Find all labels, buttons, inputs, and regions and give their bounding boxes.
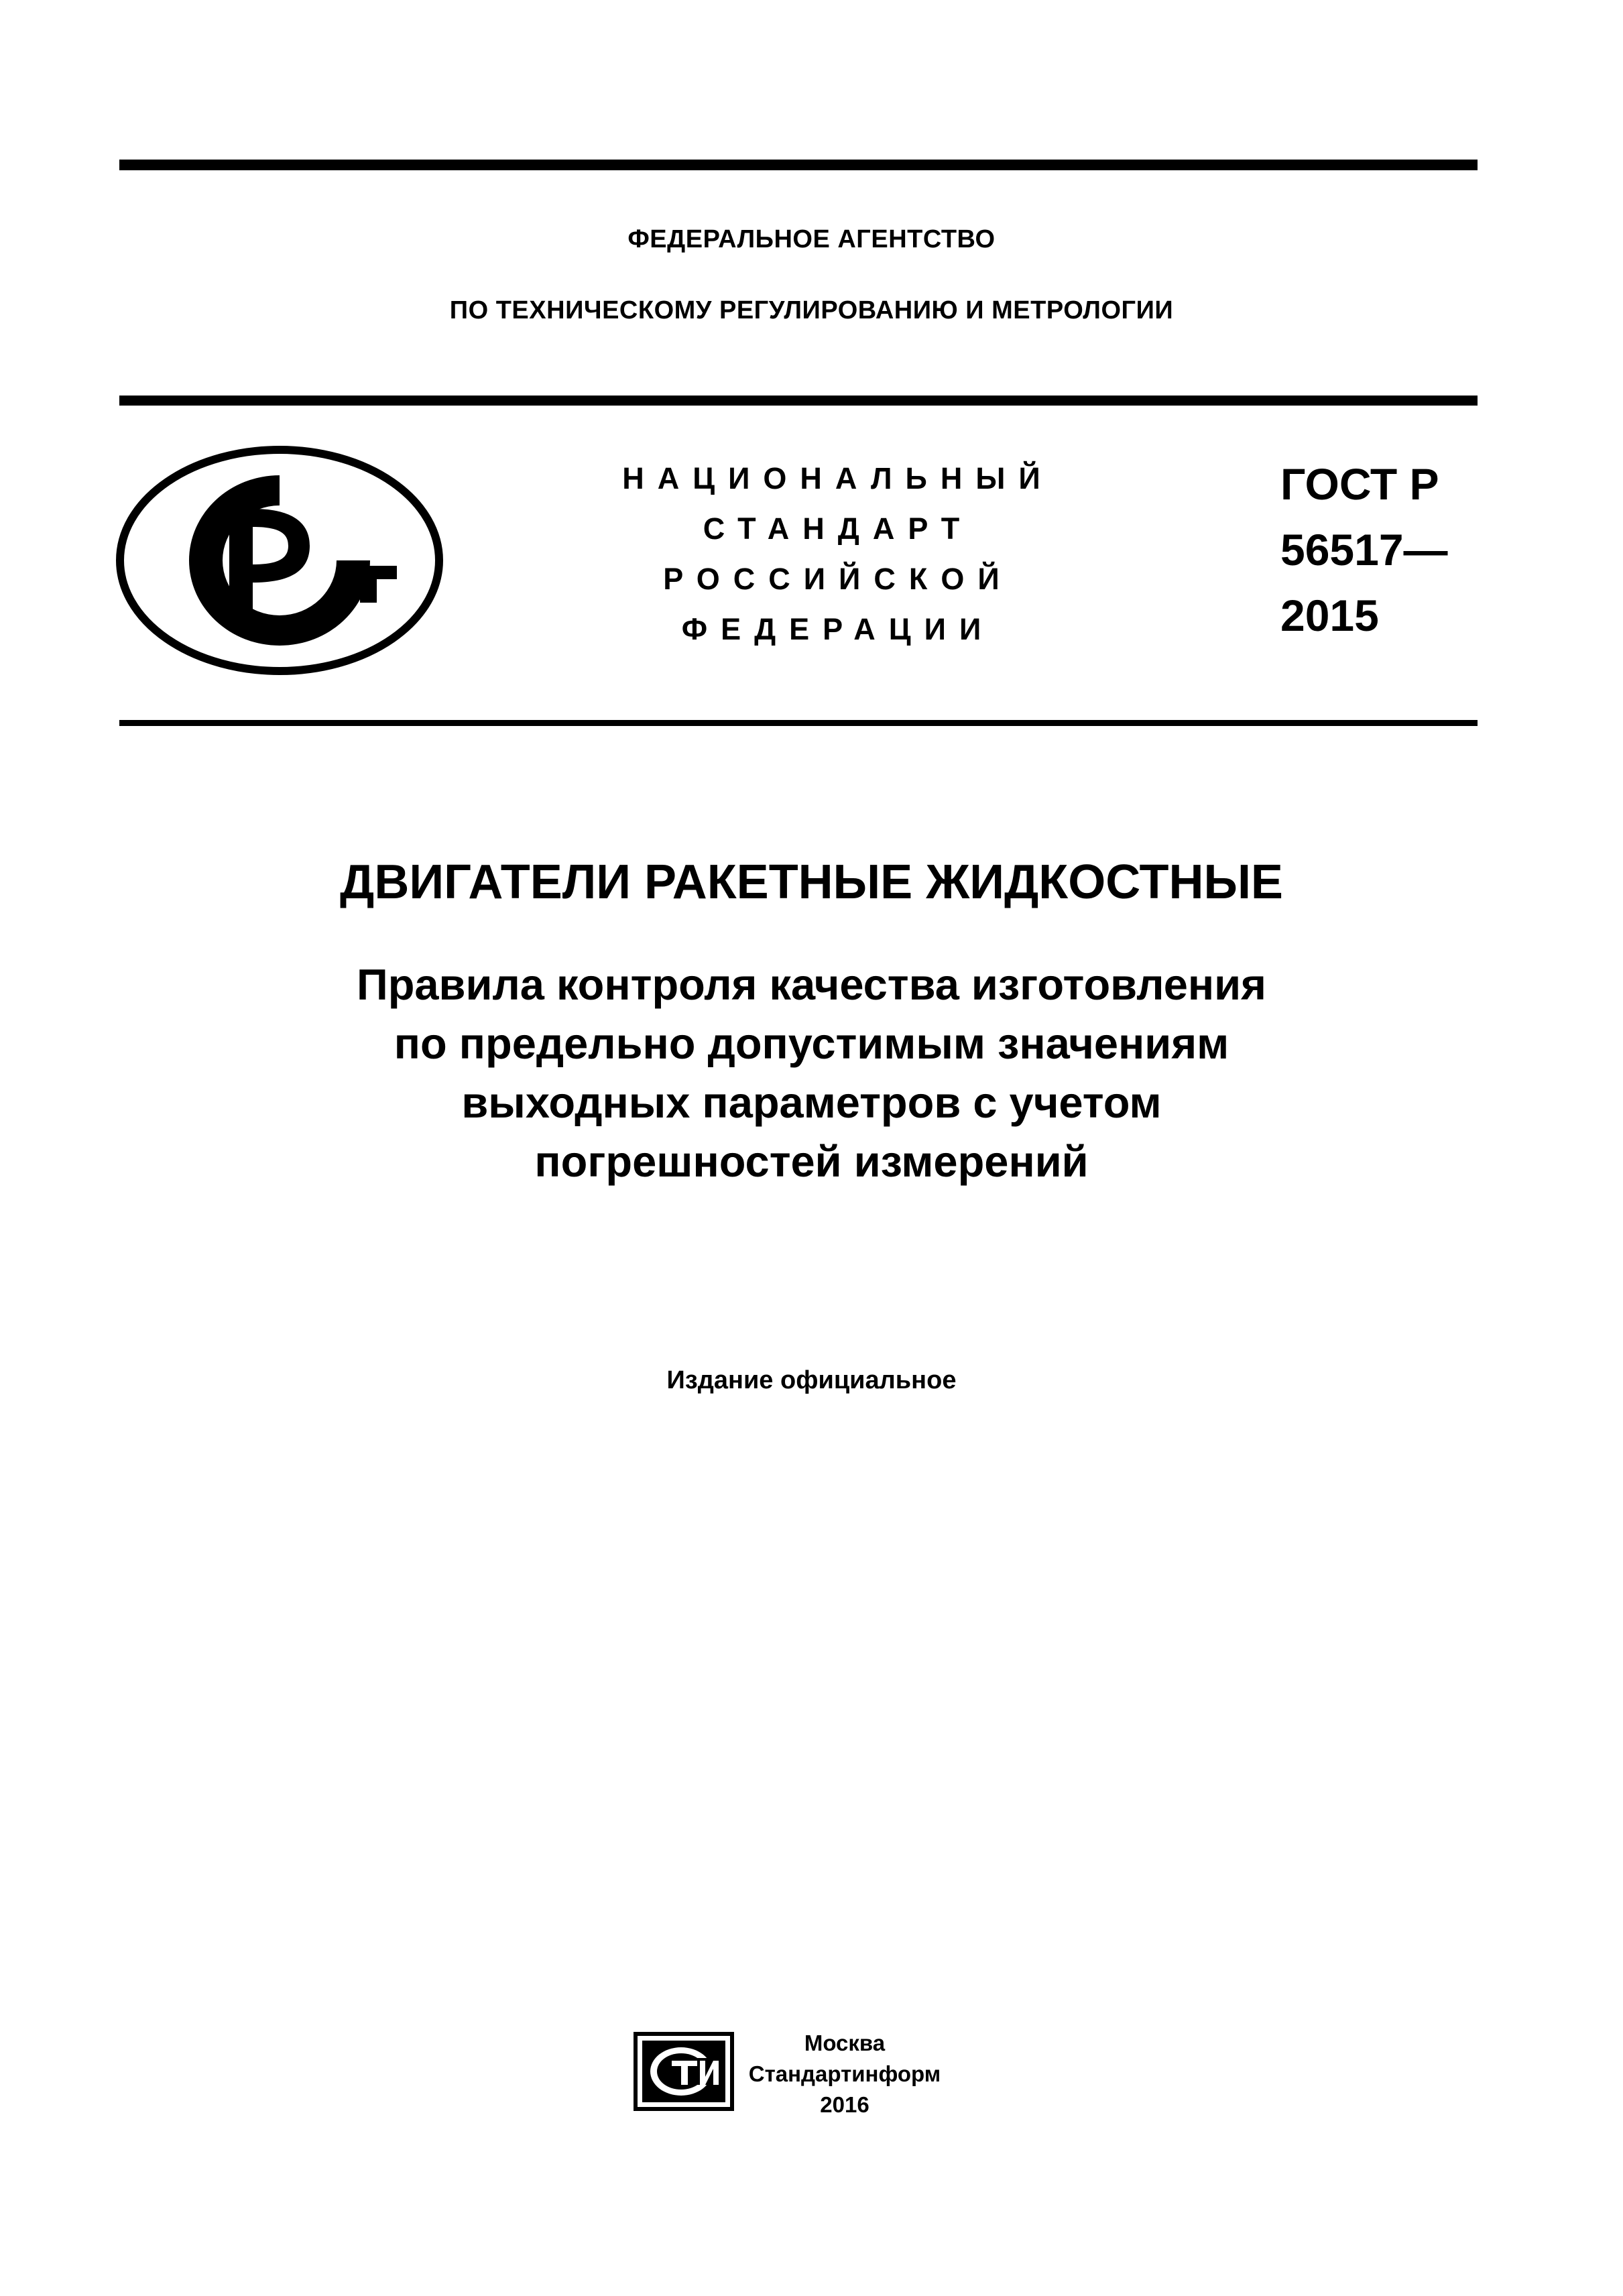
publisher-imprint <box>744 2028 945 2120</box>
agency-line-2: ПО ТЕХНИЧЕСКОМУ РЕГУЛИРОВАНИЮ И МЕТРОЛОГИИ <box>449 296 1174 324</box>
document-subtitle <box>0 955 1623 1191</box>
subtitle-line-4: погрешностей измерений <box>534 1137 1089 1186</box>
middle-rule <box>119 396 1478 406</box>
document-title: ДВИГАТЕЛИ РАКЕТНЫЕ ЖИДКОСТНЫЕ <box>340 855 1283 909</box>
national-standard-line-3: РОССИЙСКОЙ <box>663 562 1013 596</box>
publisher-name: Стандартинформ <box>748 2061 941 2086</box>
designation-line-3: 2015 <box>1280 591 1379 640</box>
national-standard-label <box>590 453 1086 654</box>
edition-label: Издание официальное <box>666 1366 957 1394</box>
subtitle-line-1: Правила контроля качества изготовления <box>356 960 1266 1009</box>
subtitle-line-3: выходных параметров с учетом <box>461 1078 1162 1127</box>
rst-emblem-icon <box>115 445 444 676</box>
standard-designation <box>1280 451 1448 648</box>
national-standard-line-4: ФЕДЕРАЦИИ <box>681 612 995 646</box>
standartinform-logo-icon <box>633 2031 735 2112</box>
national-standard-line-2: СТАНДАРТ <box>703 511 973 546</box>
top-rule <box>119 160 1478 170</box>
designation-line-2: 56517— <box>1280 525 1448 575</box>
agency-line-1: ФЕДЕРАЛЬНОЕ АГЕНТСТВО <box>627 225 996 253</box>
designation-line-1: ГОСТ Р <box>1280 459 1439 509</box>
lower-rule <box>119 720 1478 726</box>
publisher-year: 2016 <box>820 2092 869 2117</box>
publisher-city: Москва <box>804 2031 886 2055</box>
national-standard-line-1: НАЦИОНАЛЬНЫЙ <box>622 461 1054 495</box>
subtitle-line-2: по предельно допустимым значениям <box>394 1019 1229 1068</box>
